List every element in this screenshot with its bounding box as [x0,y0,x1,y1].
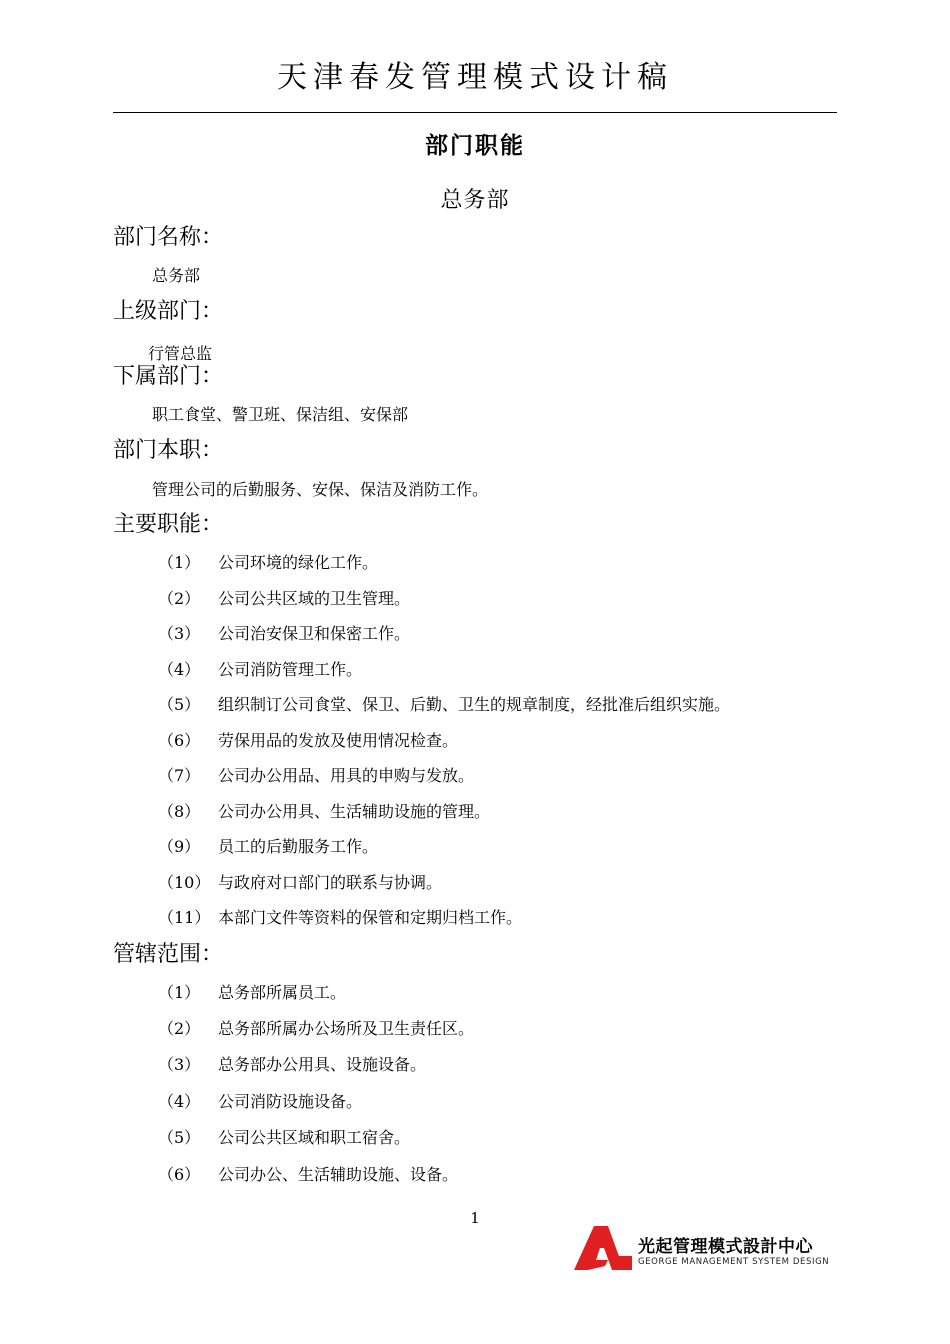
logo-a-mark-icon [574,1226,632,1270]
list-item-number: （6） [158,1165,201,1184]
list-item-text: 员工的后勤服务工作。 [218,837,379,856]
heading-scope: 管辖范围： [113,942,224,967]
heading-department-duty: 部门本职： [113,438,224,463]
page-number: 1 [470,1209,480,1227]
list-item-text: 总务部所属员工。 [218,983,347,1002]
header-divider [113,112,837,113]
list-item-text: 公司办公用品、用具的申购与发放。 [218,766,475,785]
list-item-number: （5） [158,695,201,714]
list-item-text: 与政府对口部门的联系与协调。 [218,873,443,892]
list-item-number: （2） [158,1019,201,1038]
list-item-number: （3） [158,1055,201,1074]
department-duty-value: 管理公司的后勤服务、安保、保洁及消防工作。 [152,480,489,499]
list-item-text: 公司环境的绿化工作。 [218,553,379,572]
list-item-text: 本部门文件等资料的保管和定期归档工作。 [218,908,523,927]
list-item-number: （11） [158,908,211,927]
list-item-number: （8） [158,802,201,821]
list-item-number: （5） [158,1128,201,1147]
department-title: 总务部 [440,188,510,213]
list-item-text: 公司办公、生活辅助设施、设备。 [218,1165,459,1184]
list-item-number: （1） [158,983,201,1002]
heading-subordinate-departments: 下属部门： [113,364,224,389]
section-title: 部门职能 [425,133,525,159]
superior-department-value: 行管总监 [148,344,213,363]
list-item-number: （3） [158,624,201,643]
list-item-text: 组织制订公司食堂、保卫、后勤、卫生的规章制度，经批准后组织实施。 [218,695,731,714]
heading-department-name: 部门名称： [113,225,224,250]
company-logo [574,1226,839,1270]
list-item-text: 劳保用品的发放及使用情况检查。 [218,731,459,750]
list-item-text: 公司治安保卫和保密工作。 [218,624,411,643]
logo-company-name: 光起管理模式設計中心 [638,1237,813,1257]
heading-main-functions: 主要职能： [113,512,224,537]
list-item-number: （4） [158,1092,201,1111]
subordinate-departments-value: 职工食堂、警卫班、保洁组、安保部 [152,405,409,424]
list-item-number: （6） [158,731,201,750]
department-name-value: 总务部 [152,266,201,285]
heading-superior-department: 上级部门： [113,299,224,324]
list-item-text: 公司公共区域的卫生管理。 [218,589,411,608]
list-item-number: （7） [158,766,201,785]
list-item-text: 公司消防管理工作。 [218,660,363,679]
list-item-number: （2） [158,589,201,608]
list-item-text: 公司办公用具、生活辅助设施的管理。 [218,802,491,821]
list-item-number: （4） [158,660,201,679]
list-item-number: （10） [158,873,211,892]
list-item-text: 公司消防设施设备。 [218,1092,363,1111]
list-item-text: 公司公共区域和职工宿舍。 [218,1128,411,1147]
list-item-number: （9） [158,837,201,856]
list-item-number: （1） [158,553,201,572]
list-item-text: 总务部办公用具、设施设备。 [218,1055,427,1074]
page-title: 天津春发管理模式设计稿 [277,60,673,95]
logo-company-subtitle: GEORGE MANAGEMENT SYSTEM DESIGN [638,1257,830,1267]
list-item-text: 总务部所属办公场所及卫生责任区。 [218,1019,475,1038]
